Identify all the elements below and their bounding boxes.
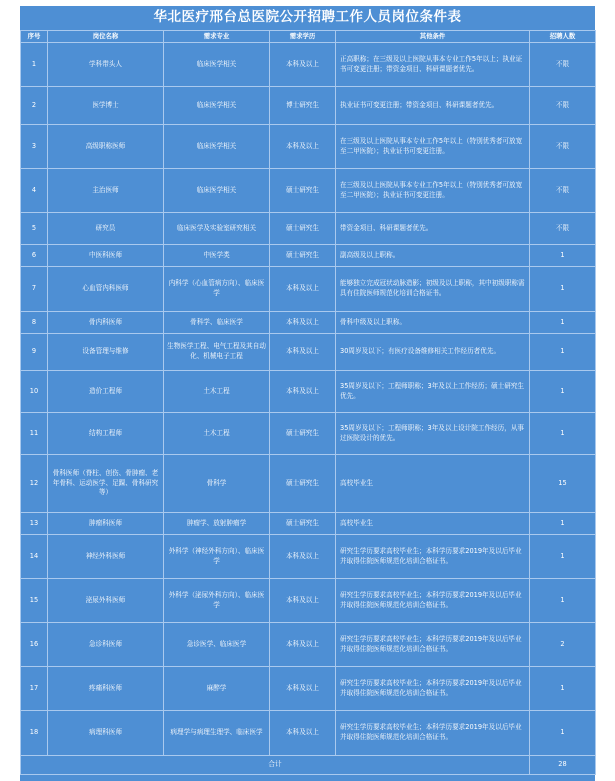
cell-education: 硕士研究生	[270, 513, 336, 535]
cell-no: 18	[21, 711, 48, 756]
cell-no: 12	[21, 455, 48, 513]
cell-major: 生物医学工程、电气工程及其自动化、机械电子工程	[164, 334, 270, 371]
table-body	[21, 43, 596, 756]
cell-count: 1	[530, 312, 596, 334]
page-title: 华北医疗邢台总医院公开招聘工作人员岗位条件表	[153, 9, 462, 25]
cell-education: 硕士研究生	[270, 169, 336, 213]
cell-major: 外科学（神经外科方向）、临床医学	[164, 535, 270, 579]
cell-no: 3	[21, 125, 48, 169]
cell-major: 骨科学	[164, 455, 270, 513]
cell-count: 不限	[530, 213, 596, 245]
table-row	[21, 87, 596, 125]
cell-education: 硕士研究生	[270, 413, 336, 455]
cell-education: 本科及以上	[270, 312, 336, 334]
table-row	[21, 711, 596, 756]
header-count: 招聘人数	[530, 31, 596, 43]
cell-no: 5	[21, 213, 48, 245]
cell-count: 1	[530, 711, 596, 756]
cell-education: 硕士研究生	[270, 245, 336, 267]
cell-post: 中医科医师	[48, 245, 164, 267]
cell-education: 本科及以上	[270, 267, 336, 312]
cell-major: 临床医学相关	[164, 169, 270, 213]
cell-education: 本科及以上	[270, 667, 336, 711]
cell-no: 6	[21, 245, 48, 267]
table-row	[21, 125, 596, 169]
table-row	[21, 312, 596, 334]
cell-education: 本科及以上	[270, 623, 336, 667]
cell-count: 不限	[530, 43, 596, 87]
cell-major: 外科学（泌尿外科方向）、临床医学	[164, 579, 270, 623]
table-row	[21, 667, 596, 711]
cell-post: 神经外科医师	[48, 535, 164, 579]
cell-requirements: 研究生学历要求高校毕业生；本科学历要求2019年及以后毕业并取得住院医师规范化培训合格证书。	[336, 667, 530, 711]
cell-requirements: 30周岁及以下；有医疗设备维修相关工作经历者优先。	[336, 334, 530, 371]
cell-no: 4	[21, 169, 48, 213]
cell-major: 内科学（心血管病方向）、临床医学	[164, 267, 270, 312]
cell-requirements: 高校毕业生	[336, 513, 530, 535]
cell-no: 15	[21, 579, 48, 623]
cell-post: 结构工程师	[48, 413, 164, 455]
table-row	[21, 267, 596, 312]
table-row	[21, 334, 596, 371]
cell-requirements: 在三级及以上医院从事本专业工作5年以上（特别优秀者可放宽至二甲医院）；执业证书可变更注册。	[336, 125, 530, 169]
table-row	[21, 371, 596, 413]
header-post: 岗位名称	[48, 31, 164, 43]
cell-count: 不限	[530, 87, 596, 125]
cell-education: 博士研究生	[270, 87, 336, 125]
cell-post: 泌尿外科医师	[48, 579, 164, 623]
cell-post: 造价工程师	[48, 371, 164, 413]
cell-count: 1	[530, 667, 596, 711]
cell-count: 1	[530, 267, 596, 312]
total-label: 合计	[21, 756, 530, 775]
cell-education: 本科及以上	[270, 371, 336, 413]
cell-post: 急诊科医师	[48, 623, 164, 667]
cell-requirements: 带资金项目、科研课题者优先。	[336, 213, 530, 245]
cell-requirements: 35周岁及以下；工程师职称；3年及以上工作经历；硕士研究生优先。	[336, 371, 530, 413]
cell-education: 本科及以上	[270, 579, 336, 623]
cell-count: 1	[530, 513, 596, 535]
cell-requirements: 正高职称；在三级及以上医院从事本专业工作5年以上；执业证书可变更注册；带资金项目、科研课题者优先。	[336, 43, 530, 87]
cell-post: 骨科医师（脊柱、创伤、骨肿瘤、老年骨科、运动医学、足踝、骨科研究等）	[48, 455, 164, 513]
table-row	[21, 455, 596, 513]
cell-count: 不限	[530, 125, 596, 169]
cell-post: 设备管理与维修	[48, 334, 164, 371]
cell-requirements: 执业证书可变更注册；带资金项目、科研课题者优先。	[336, 87, 530, 125]
cell-major: 急诊医学、临床医学	[164, 623, 270, 667]
cell-education: 硕士研究生	[270, 213, 336, 245]
cell-count: 1	[530, 413, 596, 455]
cell-major: 临床医学相关	[164, 125, 270, 169]
cell-no: 1	[21, 43, 48, 87]
cell-no: 11	[21, 413, 48, 455]
cell-post: 高级职称医师	[48, 125, 164, 169]
cell-post: 肿瘤科医师	[48, 513, 164, 535]
cell-count: 1	[530, 579, 596, 623]
cell-post: 疼痛科医师	[48, 667, 164, 711]
cell-education: 本科及以上	[270, 711, 336, 756]
cell-post: 医学博士	[48, 87, 164, 125]
cell-requirements: 高校毕业生	[336, 455, 530, 513]
cell-post: 学科带头人	[48, 43, 164, 87]
cell-no: 17	[21, 667, 48, 711]
table-row	[21, 513, 596, 535]
cell-count: 1	[530, 245, 596, 267]
cell-major: 土木工程	[164, 371, 270, 413]
cell-no: 9	[21, 334, 48, 371]
cell-count: 不限	[530, 169, 596, 213]
cell-count: 15	[530, 455, 596, 513]
cell-no: 10	[21, 371, 48, 413]
cell-education: 本科及以上	[270, 125, 336, 169]
table-row	[21, 43, 596, 87]
cell-post: 病理科医师	[48, 711, 164, 756]
cell-major: 临床医学相关	[164, 87, 270, 125]
cell-no: 8	[21, 312, 48, 334]
total-count: 28	[530, 756, 596, 775]
cell-no: 16	[21, 623, 48, 667]
table-row	[21, 535, 596, 579]
cell-post: 研究员	[48, 213, 164, 245]
cell-requirements: 研究生学历要求高校毕业生；本科学历要求2019年及以后毕业并取得住院医师规范化培训合格证书。	[336, 579, 530, 623]
header-no: 序号	[21, 31, 48, 43]
table-row	[21, 245, 596, 267]
header-major: 需求专业	[164, 31, 270, 43]
table-row	[21, 579, 596, 623]
cell-requirements: 副高级及以上职称。	[336, 245, 530, 267]
cell-requirements: 研究生学历要求高校毕业生；本科学历要求2019年及以后毕业并取得住院医师规范化培训合格证书。	[336, 711, 530, 756]
cell-major: 中医学类	[164, 245, 270, 267]
cell-major: 临床医学相关	[164, 43, 270, 87]
cell-requirements: 骨科中级及以上职称。	[336, 312, 530, 334]
cell-major: 骨科学、临床医学	[164, 312, 270, 334]
cell-major: 肿瘤学、放射肿瘤学	[164, 513, 270, 535]
cell-post: 心血管内科医师	[48, 267, 164, 312]
cell-no: 13	[21, 513, 48, 535]
recruitment-sheet	[20, 6, 595, 781]
cell-post: 主治医师	[48, 169, 164, 213]
cell-count: 2	[530, 623, 596, 667]
cell-count: 1	[530, 371, 596, 413]
cell-requirements: 能够独立完成冠状动脉造影；初级及以上职称，其中初级职称需具有住院医师规范化培训合格证书。	[336, 267, 530, 312]
cell-education: 本科及以上	[270, 334, 336, 371]
total-row	[21, 756, 596, 775]
header-requirements: 其他条件	[336, 31, 530, 43]
cell-count: 1	[530, 334, 596, 371]
cell-education: 硕士研究生	[270, 455, 336, 513]
cell-requirements: 35周岁及以下；工程师职称；3年及以上设计院工作经历，从事过医院设计的优先。	[336, 413, 530, 455]
cell-major: 麻醉学	[164, 667, 270, 711]
cell-education: 本科及以上	[270, 535, 336, 579]
cell-count: 1	[530, 535, 596, 579]
cell-major: 病理学与病理生理学、临床医学	[164, 711, 270, 756]
cell-no: 7	[21, 267, 48, 312]
table-row	[21, 413, 596, 455]
cell-requirements: 研究生学历要求高校毕业生；本科学历要求2019年及以后毕业并取得住院医师规范化培训合格证书。	[336, 535, 530, 579]
recruitment-table	[20, 30, 596, 775]
cell-education: 本科及以上	[270, 43, 336, 87]
cell-post: 骨内科医师	[48, 312, 164, 334]
table-row	[21, 213, 596, 245]
cell-major: 土木工程	[164, 413, 270, 455]
cell-no: 2	[21, 87, 48, 125]
cell-requirements: 在三级及以上医院从事本专业工作5年以上（特别优秀者可放宽至二甲医院）；执业证书可变更注册。	[336, 169, 530, 213]
table-header-row	[21, 31, 596, 43]
table-row	[21, 169, 596, 213]
cell-requirements: 研究生学历要求高校毕业生；本科学历要求2019年及以后毕业并取得住院医师规范化培训合格证书。	[336, 623, 530, 667]
table-row	[21, 623, 596, 667]
cell-no: 14	[21, 535, 48, 579]
cell-major: 临床医学及实验室研究相关	[164, 213, 270, 245]
header-education: 需求学历	[270, 31, 336, 43]
